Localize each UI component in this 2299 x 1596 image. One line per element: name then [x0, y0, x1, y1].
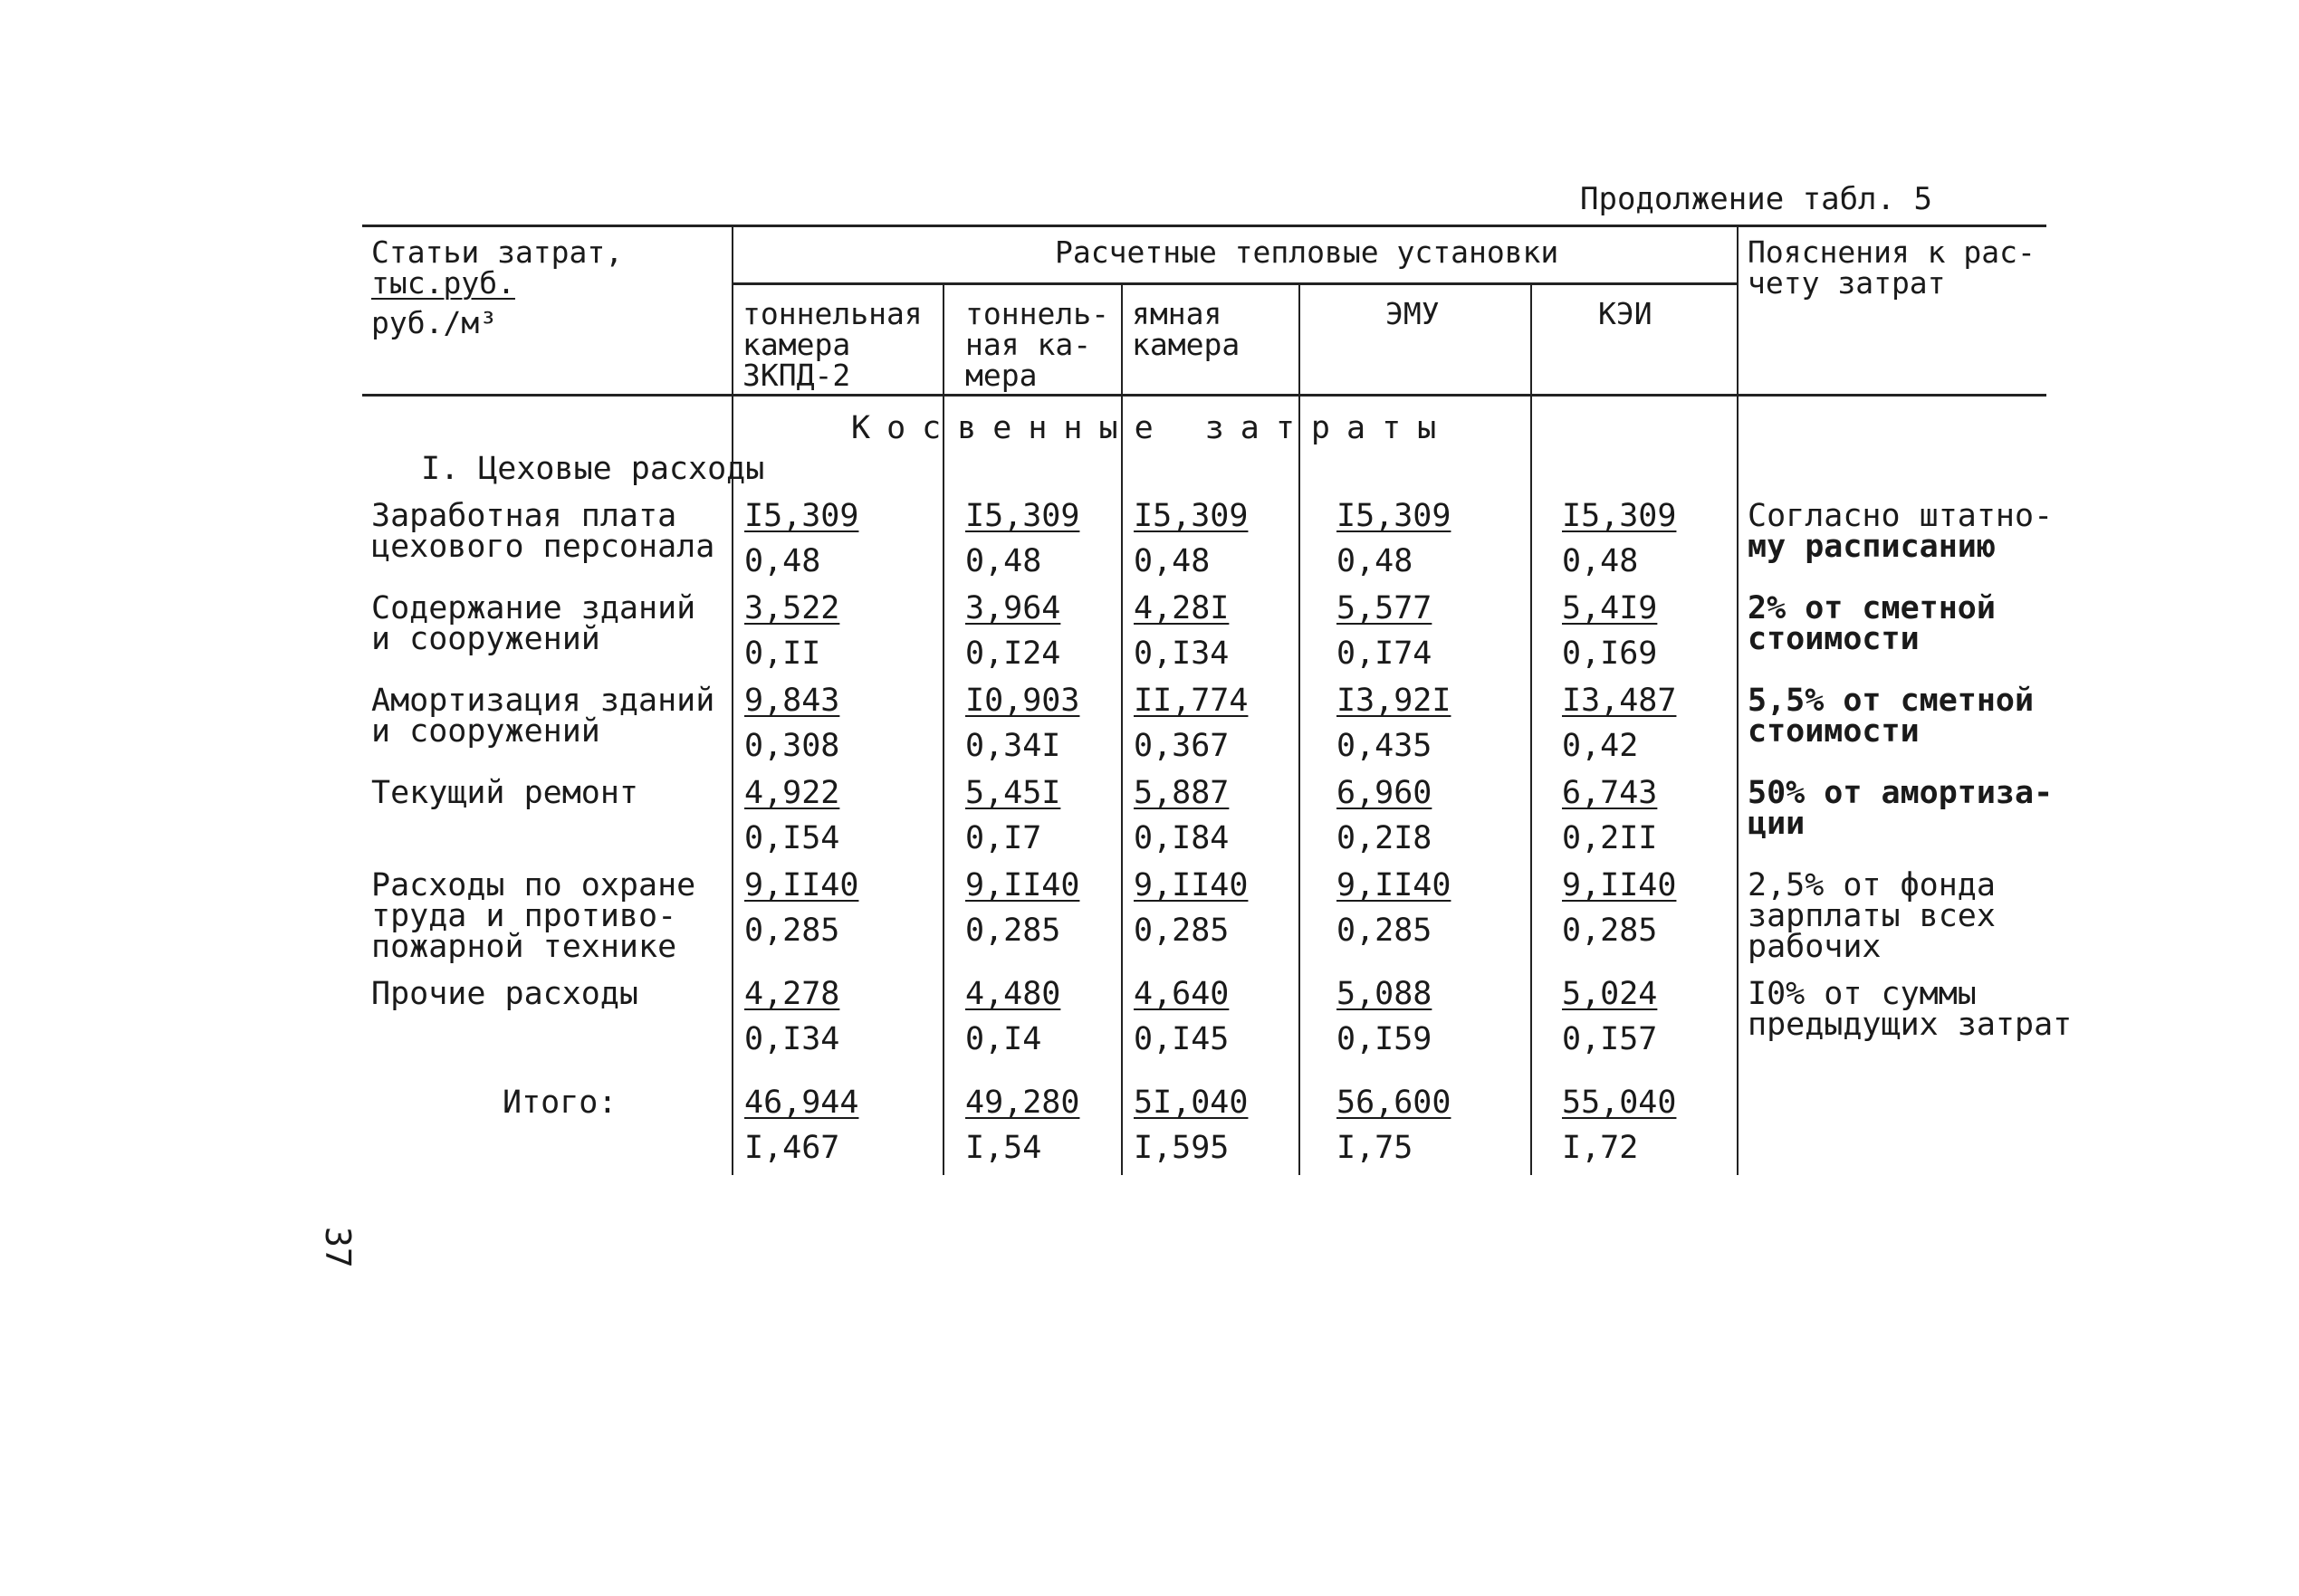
cell-total: 9,II40: [1562, 867, 1677, 903]
cell-per-m3: 0,42: [1562, 728, 1639, 764]
items-header-line-3: руб./м³: [371, 305, 498, 340]
cell-per-m3: 0,48: [1336, 543, 1413, 579]
row-label: цехового персонала: [371, 529, 715, 565]
row-label: и сооружений: [371, 621, 600, 657]
cell-total: 5,577: [1336, 590, 1432, 626]
cell-per-m3: I,75: [1336, 1130, 1413, 1166]
inst-2-header-line-2: ная ка-: [965, 327, 1092, 362]
cell-per-m3: 0,435: [1336, 728, 1432, 764]
cell-per-m3: I,595: [1134, 1130, 1230, 1166]
row-note: стоимости: [1748, 621, 1920, 657]
cell-per-m3: 0,2II: [1562, 820, 1658, 856]
cell-total: 5,887: [1134, 775, 1230, 811]
cell-total: 4,640: [1134, 976, 1230, 1012]
row-note: ции: [1748, 806, 1806, 842]
cell-per-m3: 0,I69: [1562, 636, 1658, 672]
row-note: рабочих: [1748, 929, 1882, 965]
cell-total: 4,480: [965, 976, 1061, 1012]
cell-total: 4,278: [744, 976, 840, 1012]
cell-total: I5,309: [1336, 498, 1451, 534]
cell-per-m3: 0,I7: [965, 820, 1042, 856]
cell-per-m3: 0,I57: [1562, 1021, 1658, 1057]
inst-2-header-line-3: мера: [965, 358, 1038, 393]
row-label: Заработная плата: [371, 498, 677, 534]
cell-per-m3: 0,285: [965, 913, 1061, 949]
inst-2-header-line-1: тоннель-: [965, 296, 1109, 331]
row-label: Прочие расходы: [371, 976, 639, 1012]
cell-per-m3: 0,I24: [965, 636, 1061, 672]
cell-total: 6,960: [1336, 775, 1432, 811]
explanations-header-line-2: чету затрат: [1748, 265, 1946, 301]
row-note: му расписанию: [1748, 529, 1996, 565]
inst-3-header-line-1: ямная: [1132, 296, 1222, 331]
items-header-line-2: тыс.руб.: [371, 265, 515, 301]
cell-per-m3: 0,48: [965, 543, 1042, 579]
cell-total: I0,903: [965, 683, 1080, 719]
table-top-rule: [362, 225, 2046, 227]
cell-total: 46,944: [744, 1085, 859, 1121]
cell-per-m3: 0,34I: [965, 728, 1061, 764]
group-header-rule: [732, 282, 1737, 285]
row-label: Текущий ремонт: [371, 775, 639, 811]
row-label: Содержание зданий: [371, 590, 696, 626]
cell-total: 9,II40: [1134, 867, 1249, 903]
cell-per-m3: 0,I4: [965, 1021, 1042, 1057]
row-note: I0% от суммы: [1748, 976, 1977, 1012]
continuation-note: Продолжение табл. 5: [1580, 181, 1932, 217]
row-label: и сооружений: [371, 713, 600, 750]
inst-5-header: КЭИ: [1598, 296, 1652, 331]
cell-total: 9,II40: [1336, 867, 1451, 903]
cell-per-m3: 0,285: [744, 913, 840, 949]
cell-per-m3: 0,367: [1134, 728, 1230, 764]
row-note: 2% от сметной: [1748, 590, 1996, 626]
cell-total: I3,92I: [1336, 683, 1451, 719]
cell-total: 6,743: [1562, 775, 1658, 811]
cell-total: 9,II40: [744, 867, 859, 903]
cell-per-m3: I,467: [744, 1130, 840, 1166]
cell-total: 49,280: [965, 1085, 1080, 1121]
row-note: стоимости: [1748, 713, 1920, 750]
cell-total: I5,309: [744, 498, 859, 534]
cell-total: 9,843: [744, 683, 840, 719]
cell-per-m3: I,54: [965, 1130, 1042, 1166]
cell-per-m3: 0,I54: [744, 820, 840, 856]
cell-per-m3: 0,I59: [1336, 1021, 1432, 1057]
inst-3-header-line-2: камера: [1132, 327, 1241, 362]
row-note: 2,5% от фонда: [1748, 867, 1996, 903]
cell-total: 9,II40: [965, 867, 1080, 903]
cell-per-m3: 0,2I8: [1336, 820, 1432, 856]
cell-per-m3: 0,285: [1562, 913, 1658, 949]
cell-per-m3: 0,48: [744, 543, 821, 579]
cell-total: I5,309: [1134, 498, 1249, 534]
cell-total: 56,600: [1336, 1085, 1451, 1121]
subsection-title: I. Цеховые расходы: [421, 451, 765, 487]
row-label: труда и противо-: [371, 898, 677, 934]
cell-per-m3: 0,285: [1336, 913, 1432, 949]
group-header-title: Расчетные тепловые установки: [1055, 234, 1559, 270]
cell-total: 5,4I9: [1562, 590, 1658, 626]
row-label: Амортизация зданий: [371, 683, 715, 719]
explanations-header-line-1: Пояснения к рас-: [1748, 234, 2036, 270]
cell-per-m3: 0,I74: [1336, 636, 1432, 672]
cell-per-m3: 0,48: [1134, 543, 1211, 579]
cell-per-m3: 0,308: [744, 728, 840, 764]
row-note: Согласно штатно-: [1748, 498, 2054, 534]
page-number: 37: [318, 1227, 358, 1268]
header-bottom-rule: [362, 394, 2046, 397]
col-divider-1: [732, 225, 733, 1175]
cell-total: 3,522: [744, 590, 840, 626]
cell-total: 3,964: [965, 590, 1061, 626]
cell-total: 4,922: [744, 775, 840, 811]
cell-per-m3: 0,I84: [1134, 820, 1230, 856]
cell-per-m3: 0,I34: [744, 1021, 840, 1057]
col-divider-5: [1530, 285, 1532, 1175]
row-note: зарплаты всех: [1748, 898, 1996, 934]
cell-per-m3: 0,I45: [1134, 1021, 1230, 1057]
total-label: Итого:: [503, 1085, 618, 1121]
row-label: пожарной технике: [371, 929, 677, 965]
row-label: Расходы по охране: [371, 867, 696, 903]
cell-total: 4,28I: [1134, 590, 1230, 626]
cell-total: I5,309: [965, 498, 1080, 534]
cell-total: I3,487: [1562, 683, 1677, 719]
cell-total: 5,45I: [965, 775, 1061, 811]
cell-per-m3: 0,48: [1562, 543, 1639, 579]
items-header-line-1: Статьи затрат,: [371, 234, 624, 270]
row-note: предыдущих затрат: [1748, 1007, 2073, 1043]
col-divider-6: [1737, 225, 1739, 1175]
section-title: Косвенные затраты: [851, 410, 1453, 446]
row-note: 5,5% от сметной: [1748, 683, 2035, 719]
cell-per-m3: 0,285: [1134, 913, 1230, 949]
cell-total: 5,024: [1562, 976, 1658, 1012]
inst-4-header: ЭМУ: [1385, 296, 1440, 331]
inst-1-header-line-1: тоннельная: [742, 296, 923, 331]
cell-per-m3: I,72: [1562, 1130, 1639, 1166]
inst-1-header-line-2: камера: [742, 327, 851, 362]
cell-total: 55,040: [1562, 1085, 1677, 1121]
row-note: 50% от амортиза-: [1748, 775, 2054, 811]
cell-total: 5,088: [1336, 976, 1432, 1012]
cell-total: 5I,040: [1134, 1085, 1249, 1121]
cell-per-m3: 0,I34: [1134, 636, 1230, 672]
inst-1-header-line-3: ЗКПД-2: [742, 358, 851, 393]
cell-total: II,774: [1134, 683, 1249, 719]
cell-total: I5,309: [1562, 498, 1677, 534]
cell-per-m3: 0,II: [744, 636, 821, 672]
